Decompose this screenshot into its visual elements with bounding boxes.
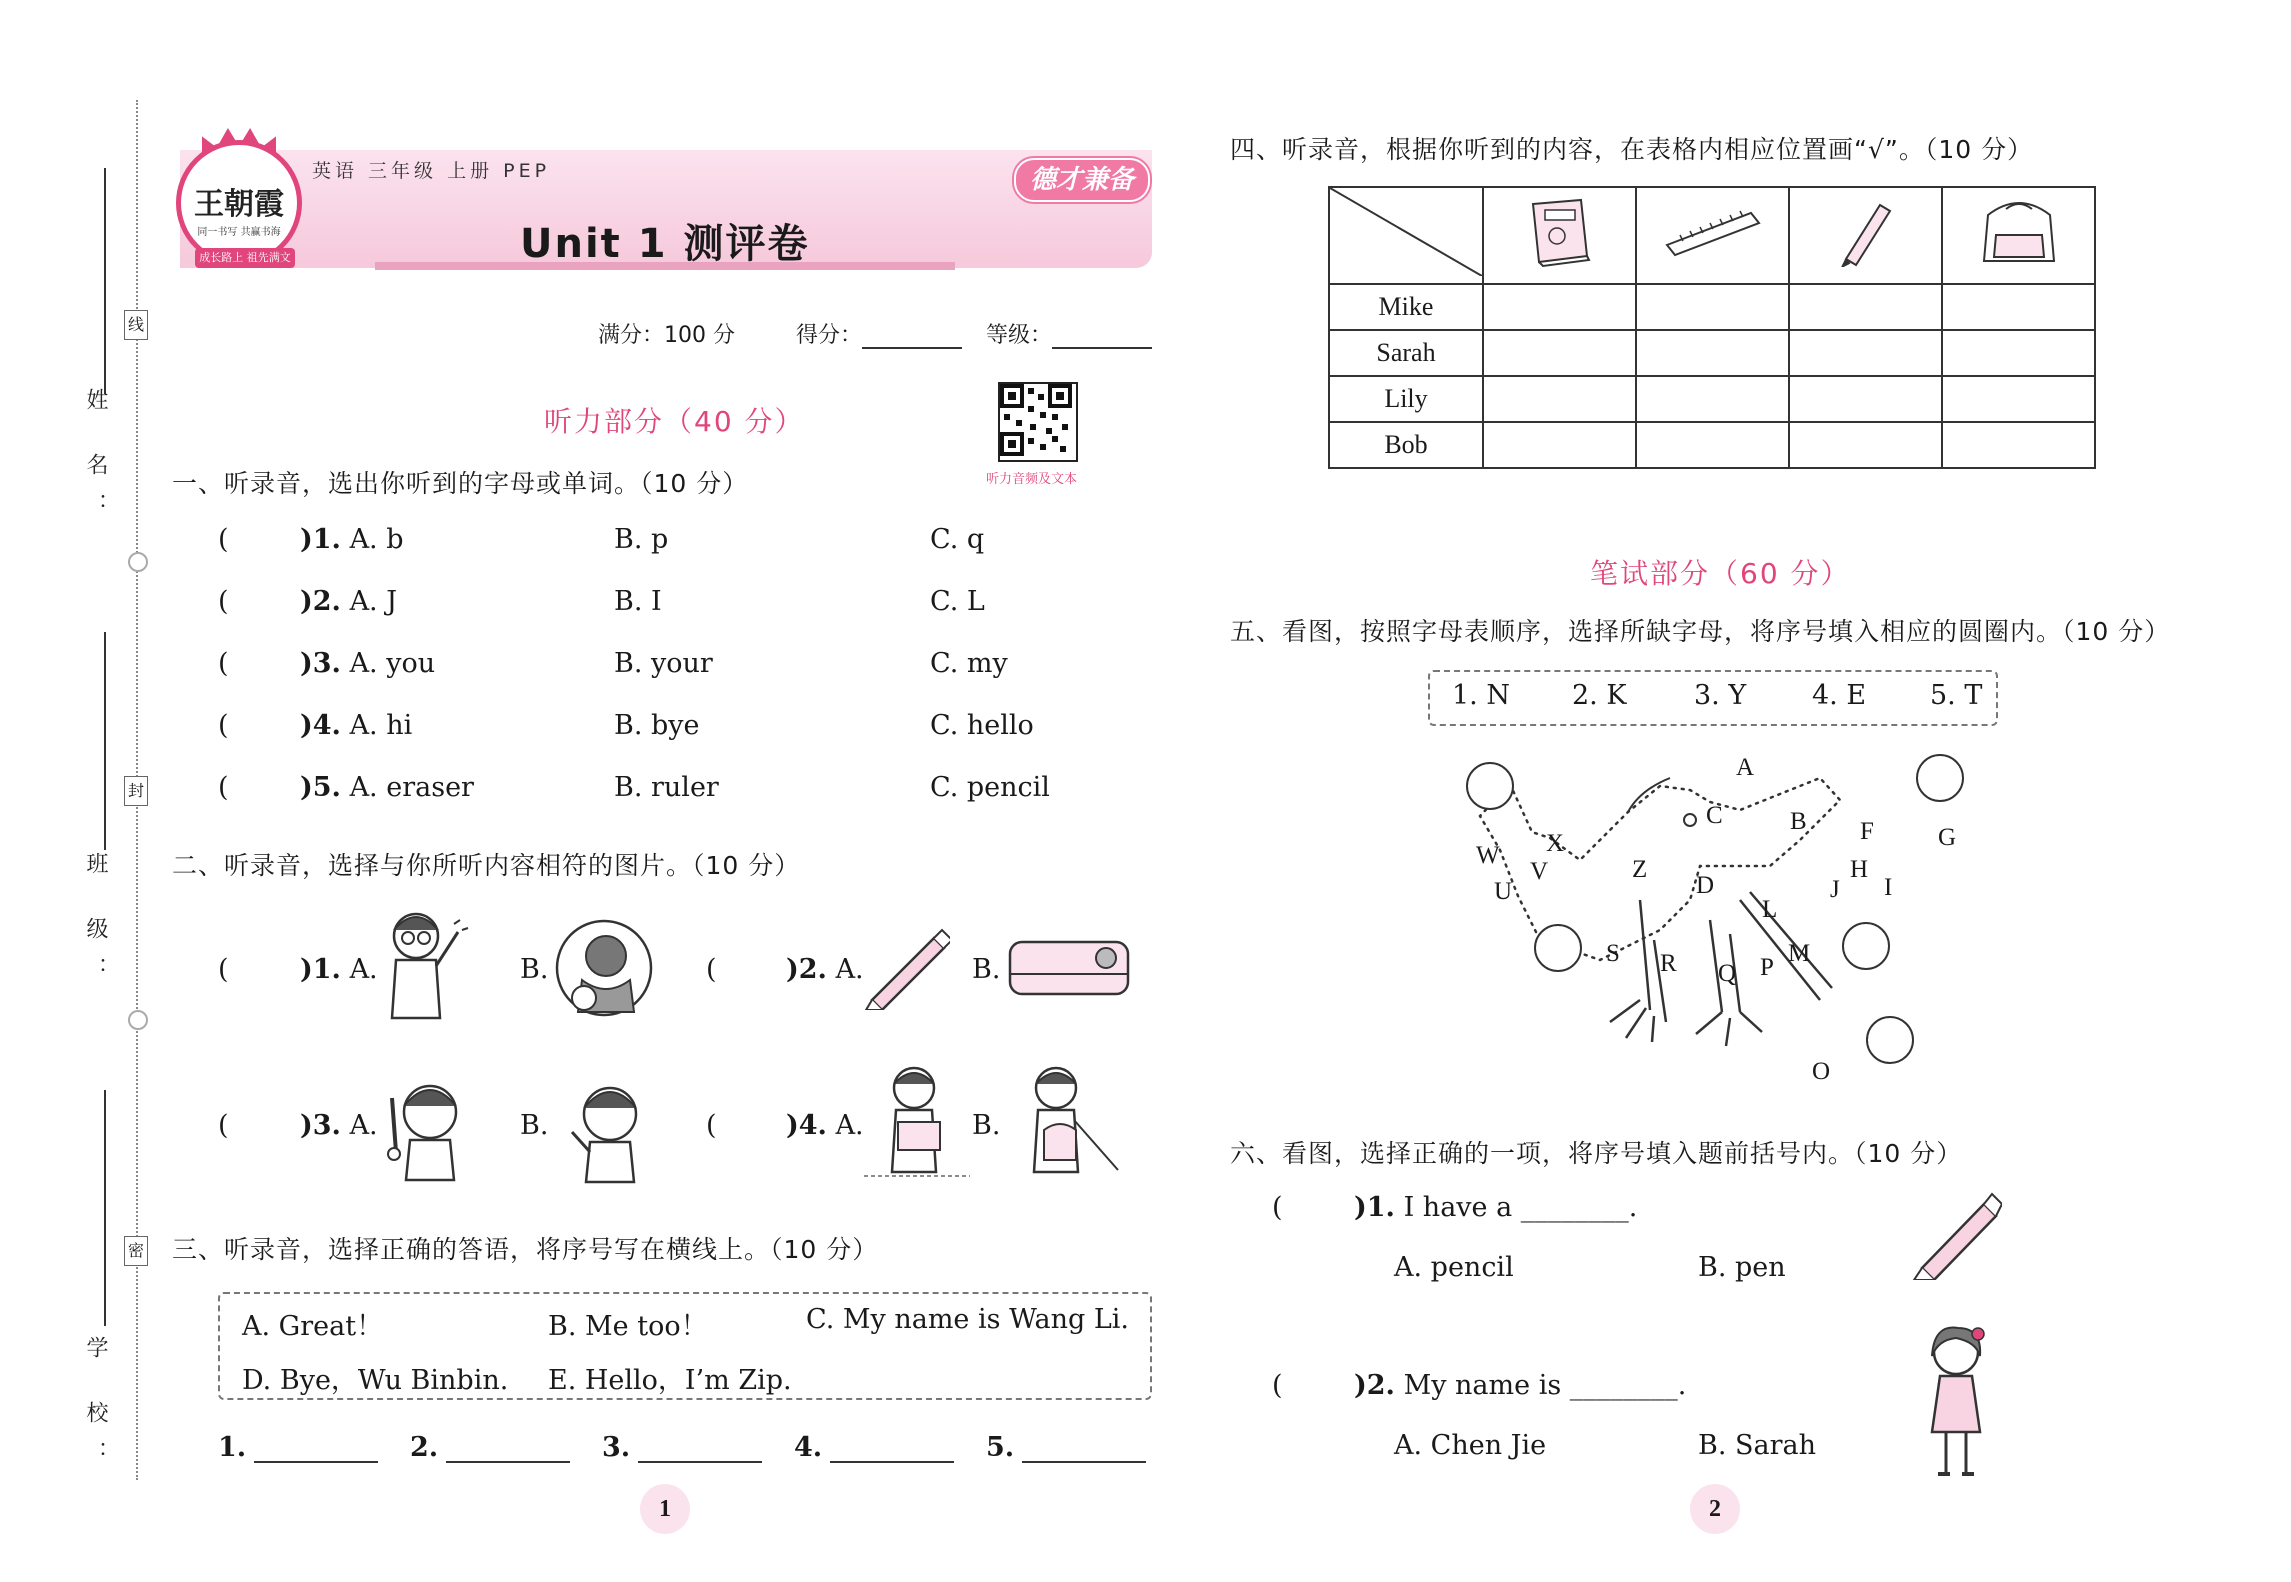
dot-letter: D [1696,872,1715,899]
answer-blank[interactable] [446,1439,570,1463]
q3-blank-3 [602,1432,762,1463]
qr-code-icon [1000,384,1072,456]
book-icon [1525,196,1595,268]
q3-blank-1 [218,1432,378,1463]
dot-letter: V [1530,858,1549,885]
dot-letter: Z [1632,856,1648,883]
q3-option: A. Great！ [242,1311,384,1342]
option-a: A. [835,954,864,985]
q2-heading: 二、听录音，选择与你所听内容相符的图片。（10 分） [172,851,801,880]
q6-heading: 六、看图，选择正确的一项，将序号填入题前括号内。（10 分） [1230,1139,1963,1168]
subject-line: 英语 三年级 上册 PEP [312,160,551,182]
logo-name: 王朝霞 [194,187,284,222]
dot-letter: B [1790,808,1807,835]
question-stem: My name is ________. [1403,1370,1687,1401]
option-a: A. b [349,524,404,555]
dot-letter: C [1706,802,1723,829]
page-title: Unit 1 测评卷 [520,221,810,267]
margin-char-2: 封 [124,776,148,806]
table-row [1329,422,2095,468]
answer-paren[interactable]: ( [218,772,229,803]
option-a: A. hi [349,710,413,741]
q3-option: C. My name is Wang Li. [806,1304,1129,1335]
logo-ribbon: 成长路上 祖先满文 [195,248,295,268]
listening-section-title: 听力部分（40 分） [544,405,805,438]
binding-hole [128,1010,148,1030]
dot-letter: W [1476,842,1500,869]
dot-letter: I [1884,874,1893,901]
dot-letter: L [1762,896,1778,923]
diagonal-header-cell [1329,187,1483,284]
score-field [796,318,962,349]
diagonal-line [1330,188,1482,276]
blank-number: 4. [794,1432,823,1463]
option-b: B. Sarah [1698,1430,1816,1461]
pen-icon [1836,197,1896,267]
option-c: C. pencil [930,772,1050,803]
item-number: )2. [300,586,341,617]
dot-letter: M [1788,940,1811,967]
answer-circle[interactable] [1916,754,1964,802]
option-b: B. pen [1698,1252,1786,1283]
score-label: 得分： [796,323,863,348]
option-c: C. L [930,586,985,617]
row-name: Mike [1329,284,1483,330]
answer-paren[interactable]: ( [218,524,229,555]
option-b: B. [972,1110,1001,1141]
full-score: 满分：100 分 [598,323,735,348]
option-a: A. you [349,648,436,679]
girl-illustration [1916,1322,1994,1482]
item-number: )2. [786,954,827,985]
option-b: B. [520,954,549,985]
item-number: )1. [300,524,341,555]
item-number: )4. [786,1110,827,1141]
q5-heading: 五、看图，按照字母表顺序，选择所缺字母，将序号填入相应的圆圈内。（10 分） [1230,617,2171,646]
table-row [1329,376,2095,422]
item-number: )1. [1354,1192,1395,1223]
q3-heading: 三、听录音，选择正确的答语，将序号写在横线上。（10 分） [172,1235,879,1264]
answer-paren[interactable]: ( [218,954,229,985]
answer-blank[interactable] [1022,1439,1146,1463]
option-a: A. [349,1110,378,1141]
option-b: B. bye [614,710,700,741]
tick-cell[interactable] [1789,376,1942,422]
dot-letter: U [1494,878,1513,905]
tick-cell[interactable] [1636,330,1789,376]
grade-field [986,318,1152,349]
q3-option: B. Me too！ [548,1311,708,1342]
option-a: A. J [349,586,398,617]
bag-icon [1974,195,2064,269]
pencil-illustration [1910,1190,2002,1280]
answer-circle[interactable] [1466,762,1514,810]
option-c: C. q [930,524,985,555]
dot-letter: P [1760,954,1774,981]
answer-paren[interactable]: ( [218,710,229,741]
dot-letter: R [1660,950,1677,977]
dot-letter: O [1812,1058,1831,1085]
tick-cell[interactable] [1789,422,1942,468]
page-number-2: 2 [1690,1484,1740,1534]
tick-cell[interactable] [1483,422,1636,468]
score-blank[interactable] [862,325,962,349]
item-number: )2. [1354,1370,1395,1401]
answer-circle[interactable] [1842,922,1890,970]
option-a: A. [835,1110,864,1141]
tick-cell[interactable] [1942,330,2095,376]
tick-cell[interactable] [1483,376,1636,422]
answer-paren[interactable]: ( [706,954,717,985]
blank-number: 1. [218,1432,247,1463]
answer-paren[interactable]: ( [218,586,229,617]
grade-blank[interactable] [1052,325,1152,349]
class-underline [104,632,106,850]
q5-option: 4. E [1812,680,1867,711]
boy-ball-illustration[interactable] [554,916,654,1020]
q1-heading: 一、听录音，选出你听到的字母或单词。（10 分） [172,469,749,498]
writing-section-title: 笔试部分（60 分） [1590,557,1851,590]
name-underline [104,168,106,394]
tick-cell[interactable] [1483,330,1636,376]
name-label: 姓 名： [83,388,108,533]
tick-cell[interactable] [1942,422,2095,468]
q5-option: 3. Y [1694,680,1747,711]
boy-book-illustration[interactable] [862,1060,972,1182]
tick-cell[interactable] [1636,376,1789,422]
qr-code[interactable] [998,382,1078,462]
answer-paren[interactable]: ( [218,1110,229,1141]
school-underline [104,1090,106,1326]
motto-badge: 德才兼备 [1014,158,1150,202]
q3-blank-5 [986,1432,1146,1463]
option-b: B. your [614,648,713,679]
margin-char-1: 线 [124,310,148,340]
binding-hole [128,552,148,572]
q3-option: E. Hello，I’m Zip. [548,1365,792,1396]
boy-pointing-illustration[interactable] [562,1072,658,1184]
dot-letter: S [1606,940,1620,967]
answer-paren[interactable]: ( [1272,1192,1283,1223]
option-b: B. ruler [614,772,719,803]
answer-blank[interactable] [638,1439,762,1463]
bird-eye [1684,814,1696,826]
tick-cell[interactable] [1789,284,1942,330]
option-b: B. p [614,524,669,555]
row-name: Bob [1329,422,1483,468]
dot-letter: G [1938,824,1957,851]
blank-number: 3. [602,1432,631,1463]
option-b: B. [972,954,1001,985]
school-label: 学 校： [83,1336,108,1481]
pencil-box-illustration[interactable] [1006,936,1132,1000]
bag-header-cell [1942,187,2095,284]
option-c: C. hello [930,710,1034,741]
answer-circle[interactable] [1534,924,1582,972]
boy-bag-illustration[interactable] [1004,1060,1120,1182]
option-a: A. Chen Jie [1394,1430,1547,1461]
dot-letter: J [1830,876,1840,903]
tick-cell[interactable] [1483,284,1636,330]
logo-sub: 同一书写 共赢书海 [197,227,281,238]
row-name: Sarah [1329,330,1483,376]
answer-blank[interactable] [830,1439,954,1463]
class-label: 班 级： [83,852,108,997]
q5-option: 2. K [1572,680,1627,711]
book-header-cell [1483,187,1636,284]
option-a: A. eraser [349,772,474,803]
page-number-1: 1 [640,1484,690,1534]
tick-cell[interactable] [1942,284,2095,330]
item-number: )3. [300,648,341,679]
margin-char-3: 密 [124,1236,148,1266]
tick-cell[interactable] [1636,284,1789,330]
dot-letter: H [1850,856,1869,883]
question-stem: I have a ________. [1403,1192,1638,1223]
q5-option: 1. N [1452,680,1510,711]
answer-paren[interactable]: ( [218,648,229,679]
ruler-header-cell [1636,187,1789,284]
answer-circle[interactable] [1866,1016,1914,1064]
answer-paren[interactable]: ( [706,1110,717,1141]
item-number: )5. [300,772,341,803]
table-row [1329,330,2095,376]
option-a: A. pencil [1394,1252,1514,1283]
grade-label: 等级： [986,323,1053,348]
blank-number: 5. [986,1432,1015,1463]
option-a: A. [349,954,378,985]
pen-header-cell [1789,187,1942,284]
q3-blank-4 [794,1432,954,1463]
tick-cell[interactable] [1636,422,1789,468]
option-b: B. [520,1110,549,1141]
table-row [1329,284,2095,330]
pencil-illustration[interactable] [862,926,950,1010]
tick-cell[interactable] [1942,376,2095,422]
row-name: Lily [1329,376,1483,422]
answer-paren[interactable]: ( [1272,1370,1283,1401]
option-c: C. my [930,648,1008,679]
dot-letter: X [1546,830,1565,857]
dot-letter: F [1860,818,1874,845]
dot-letter: A [1736,754,1755,781]
tick-cell[interactable] [1789,330,1942,376]
q4-heading: 四、听录音，根据你听到的内容，在表格内相应位置画“√”。（10 分） [1230,135,2034,164]
ruler-icon [1663,207,1763,257]
item-number: )1. [300,954,341,985]
qr-caption: 听力音频及文本 [986,472,1078,487]
option-b: B. I [614,586,662,617]
q5-option: 5. T [1930,680,1983,711]
answer-blank[interactable] [254,1439,378,1463]
item-number: )3. [300,1110,341,1141]
q3-blank-2 [410,1432,570,1463]
q4-table [1328,186,2096,469]
boy-pencil-illustration[interactable] [378,1068,474,1184]
item-number: )4. [300,710,341,741]
q3-option: D. Bye，Wu Binbin. [242,1365,509,1396]
dot-letter: Q [1718,960,1737,987]
blank-number: 2. [410,1432,439,1463]
boy-glasses-illustration[interactable] [374,900,484,1032]
